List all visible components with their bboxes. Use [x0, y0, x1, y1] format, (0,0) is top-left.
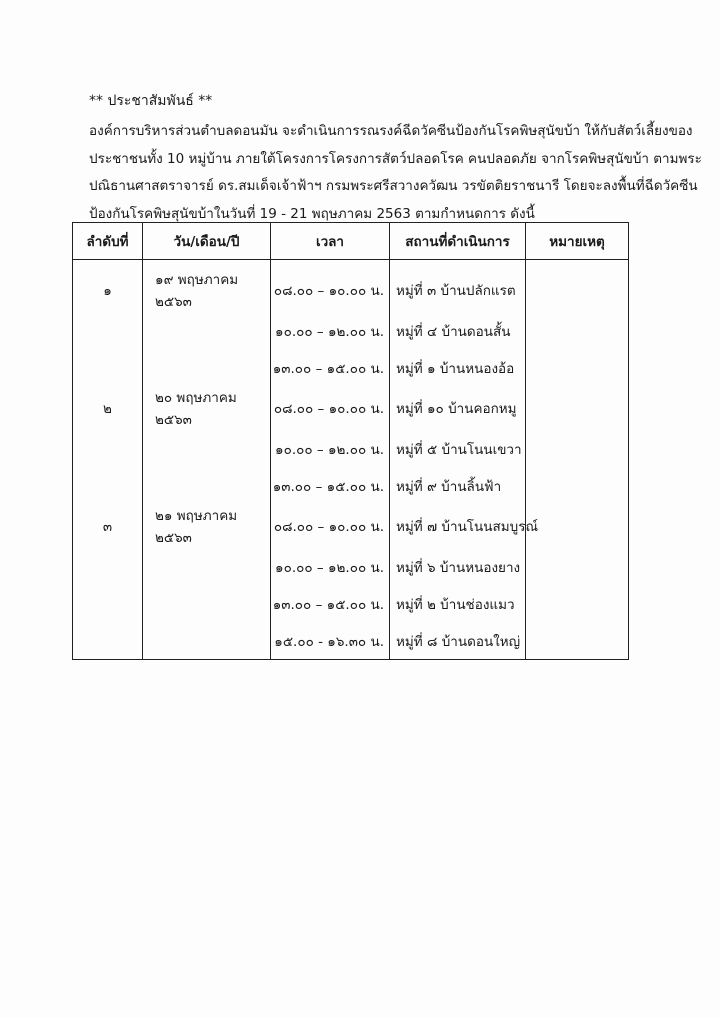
paragraph-line: องค์การบริหารส่วนตำบลดอนมัน จะดำเนินการรณรงค์ฉีดวัคซีนป้องกันโรคพิษสุนัขบ้า ให้กับสัตว์เลี้ยงของ — [89, 123, 693, 139]
cell-sequence — [73, 622, 143, 660]
cell-remarks — [526, 349, 629, 386]
cell-sequence: ๓ — [73, 504, 143, 548]
table-row — [73, 467, 629, 504]
cell-date — [143, 548, 271, 585]
paragraph-line: ประชาชนทั้ง 10 หมู่บ้าน ภายใต้โครงการโครงการสัตว์ปลอดโรค คนปลอดภัย จากโรคพิษสุนัขบ้า ตามพระ — [89, 150, 702, 167]
cell-remarks — [526, 548, 629, 585]
cell-time: ๑๕.๐๐ - ๑๖.๓๐ น. — [271, 622, 390, 660]
cell-location: หมู่ที่ ๙ บ้านลิ้นฟ้า — [390, 467, 526, 504]
table-row — [73, 349, 629, 386]
cell-time: ๐๘.๐๐ – ๑๐.๐๐ น. — [271, 504, 390, 548]
header-remarks: หมายเหตุ — [526, 223, 629, 260]
cell-time: ๑๓.๐๐ – ๑๕.๐๐ น. — [271, 585, 390, 622]
table-row — [73, 548, 629, 585]
cell-time: ๑๓.๐๐ – ๑๕.๐๐ น. — [271, 349, 390, 386]
cell-sequence: ๒ — [73, 386, 143, 430]
cell-sequence — [73, 430, 143, 467]
cell-location: หมู่ที่ ๘ บ้านดอนใหญ่ — [390, 622, 526, 660]
cell-date — [143, 585, 271, 622]
table-row — [73, 386, 629, 430]
cell-date: ๒๐ พฤษภาคม ๒๕๖๓ — [143, 386, 271, 430]
announcement-paragraph — [89, 118, 702, 228]
cell-date — [143, 430, 271, 467]
cell-time: ๑๐.๐๐ – ๑๒.๐๐ น. — [271, 312, 390, 349]
cell-date — [143, 349, 271, 386]
cell-location: หมู่ที่ ๔ บ้านดอนสั้น — [390, 312, 526, 349]
cell-date — [143, 312, 271, 349]
cell-date — [143, 467, 271, 504]
cell-location: หมู่ที่ ๑๐ บ้านคอกหมู — [390, 386, 526, 430]
table-row — [73, 504, 629, 548]
header-date: วัน/เดือน/ปี — [143, 223, 271, 260]
table-row — [73, 430, 629, 467]
cell-sequence — [73, 585, 143, 622]
cell-remarks — [526, 467, 629, 504]
cell-remarks — [526, 430, 629, 467]
cell-sequence — [73, 467, 143, 504]
cell-remarks — [526, 504, 629, 548]
cell-time: ๑๓.๐๐ – ๑๕.๐๐ น. — [271, 467, 390, 504]
cell-time: ๑๐.๐๐ – ๑๒.๐๐ น. — [271, 430, 390, 467]
cell-time: ๐๘.๐๐ – ๑๐.๐๐ น. — [271, 260, 390, 313]
cell-location: หมู่ที่ ๓ บ้านปลักแรต — [390, 260, 526, 313]
cell-remarks — [526, 260, 629, 313]
cell-sequence — [73, 312, 143, 349]
cell-date: ๑๙ พฤษภาคม ๒๕๖๓ — [143, 260, 271, 313]
cell-time: ๐๘.๐๐ – ๑๐.๐๐ น. — [271, 386, 390, 430]
header-sequence: ลำดับที่ — [73, 223, 143, 260]
table-body — [73, 260, 629, 660]
cell-date: ๒๑ พฤษภาคม ๒๕๖๓ — [143, 504, 271, 548]
cell-location: หมู่ที่ ๑ บ้านหนองอ้อ — [390, 349, 526, 386]
header-location: สถานที่ดำเนินการ — [390, 223, 526, 260]
paragraph-line: ปณิธานศาสตราจารย์ ดร.สมเด็จเจ้าฟ้าฯ กรมพระศรีสวางควัฒน วรขัตติยราชนารี โดยจะลงพื้นที่ฉีดวัคซีน — [89, 178, 698, 194]
cell-remarks — [526, 312, 629, 349]
schedule-table — [72, 222, 629, 660]
header-time: เวลา — [271, 223, 390, 260]
table-row — [73, 622, 629, 660]
cell-location: หมู่ที่ ๖ บ้านหนองยาง — [390, 548, 526, 585]
cell-remarks — [526, 386, 629, 430]
table-row — [73, 312, 629, 349]
paragraph-line: ป้องกันโรคพิษสุนัขบ้าในวันที่ 19 - 21 พฤษภาคม 2563 ตามกำหนดการ ดังนี้ — [89, 205, 535, 222]
cell-sequence — [73, 349, 143, 386]
announcement-heading: ** ประชาสัมพันธ์ ** — [89, 93, 213, 109]
cell-location: หมู่ที่ ๕ บ้านโนนเขวา — [390, 430, 526, 467]
cell-date — [143, 622, 271, 660]
cell-sequence — [73, 548, 143, 585]
table-row — [73, 585, 629, 622]
cell-location: หมู่ที่ ๒ บ้านช่องแมว — [390, 585, 526, 622]
table-header-row — [73, 223, 629, 260]
cell-location: หมู่ที่ ๗ บ้านโนนสมบูรณ์ — [390, 504, 526, 548]
cell-sequence: ๑ — [73, 260, 143, 313]
table-row — [73, 260, 629, 313]
cell-remarks — [526, 622, 629, 660]
cell-time: ๑๐.๐๐ – ๑๒.๐๐ น. — [271, 548, 390, 585]
cell-remarks — [526, 585, 629, 622]
